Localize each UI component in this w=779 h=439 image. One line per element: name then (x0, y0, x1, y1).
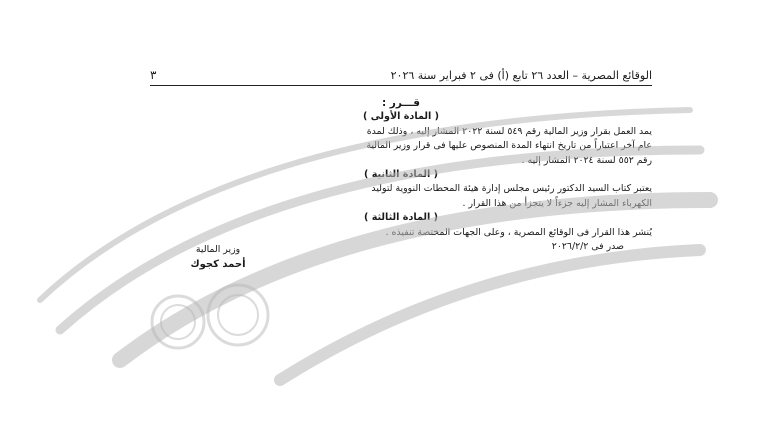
decree-body (150, 96, 652, 254)
issue-line: الوقائع المصرية – العدد ٢٦ تابع (أ) فى ٢ فبراير سنة ٢٠٢٦ (390, 69, 652, 82)
decree-heading: قـــرر : (381, 97, 421, 109)
article-3-line-1: يُنشر هذا القرار فى الوقائع المصرية ، وعلى الجهات المختصة تنفيذه . (385, 226, 652, 238)
page-header (150, 68, 652, 86)
article-2-line-1: يعتبر كتاب السيد الدكتور رئيس مجلس إدارة هيئة المحطات النووية لتوليد (371, 183, 652, 195)
signature-role: وزير المالية (195, 244, 241, 255)
article-2-title: ( المادة الثانية ) (363, 169, 439, 181)
issue-date: صدر فى ٢٠٢٦/٢/٢ (551, 241, 624, 253)
article-2-line-2: الكهرباء المشار إليه جزءاً لا يتجزأ من هذا القرار . (462, 197, 652, 209)
article-1-line-3: رقم ٥٥٢ لسنة ٢٠٢٤ المشار إليه . (521, 154, 652, 166)
article-1-line-2: عام آخر اعتباراً من تاريخ انتهاء المدة المنصوص عليها فى قرار وزير المالية (366, 140, 652, 152)
watermark-arc-low (280, 250, 700, 380)
signature-block (178, 242, 258, 272)
article-1-title: ( المادة الأولى ) (362, 111, 439, 123)
article-3-title: ( المادة الثالثة ) (363, 212, 439, 224)
article-1-line-1: يمد العمل بقرار وزير المالية رقم ٥٤٩ لسنة ٢٠٢٢ المشار إليه ، وذلك لمدة (366, 125, 652, 137)
seal-icon (152, 285, 268, 348)
page-number: ٣ (150, 68, 157, 82)
signature-name: أحمد كجوك (190, 259, 246, 270)
